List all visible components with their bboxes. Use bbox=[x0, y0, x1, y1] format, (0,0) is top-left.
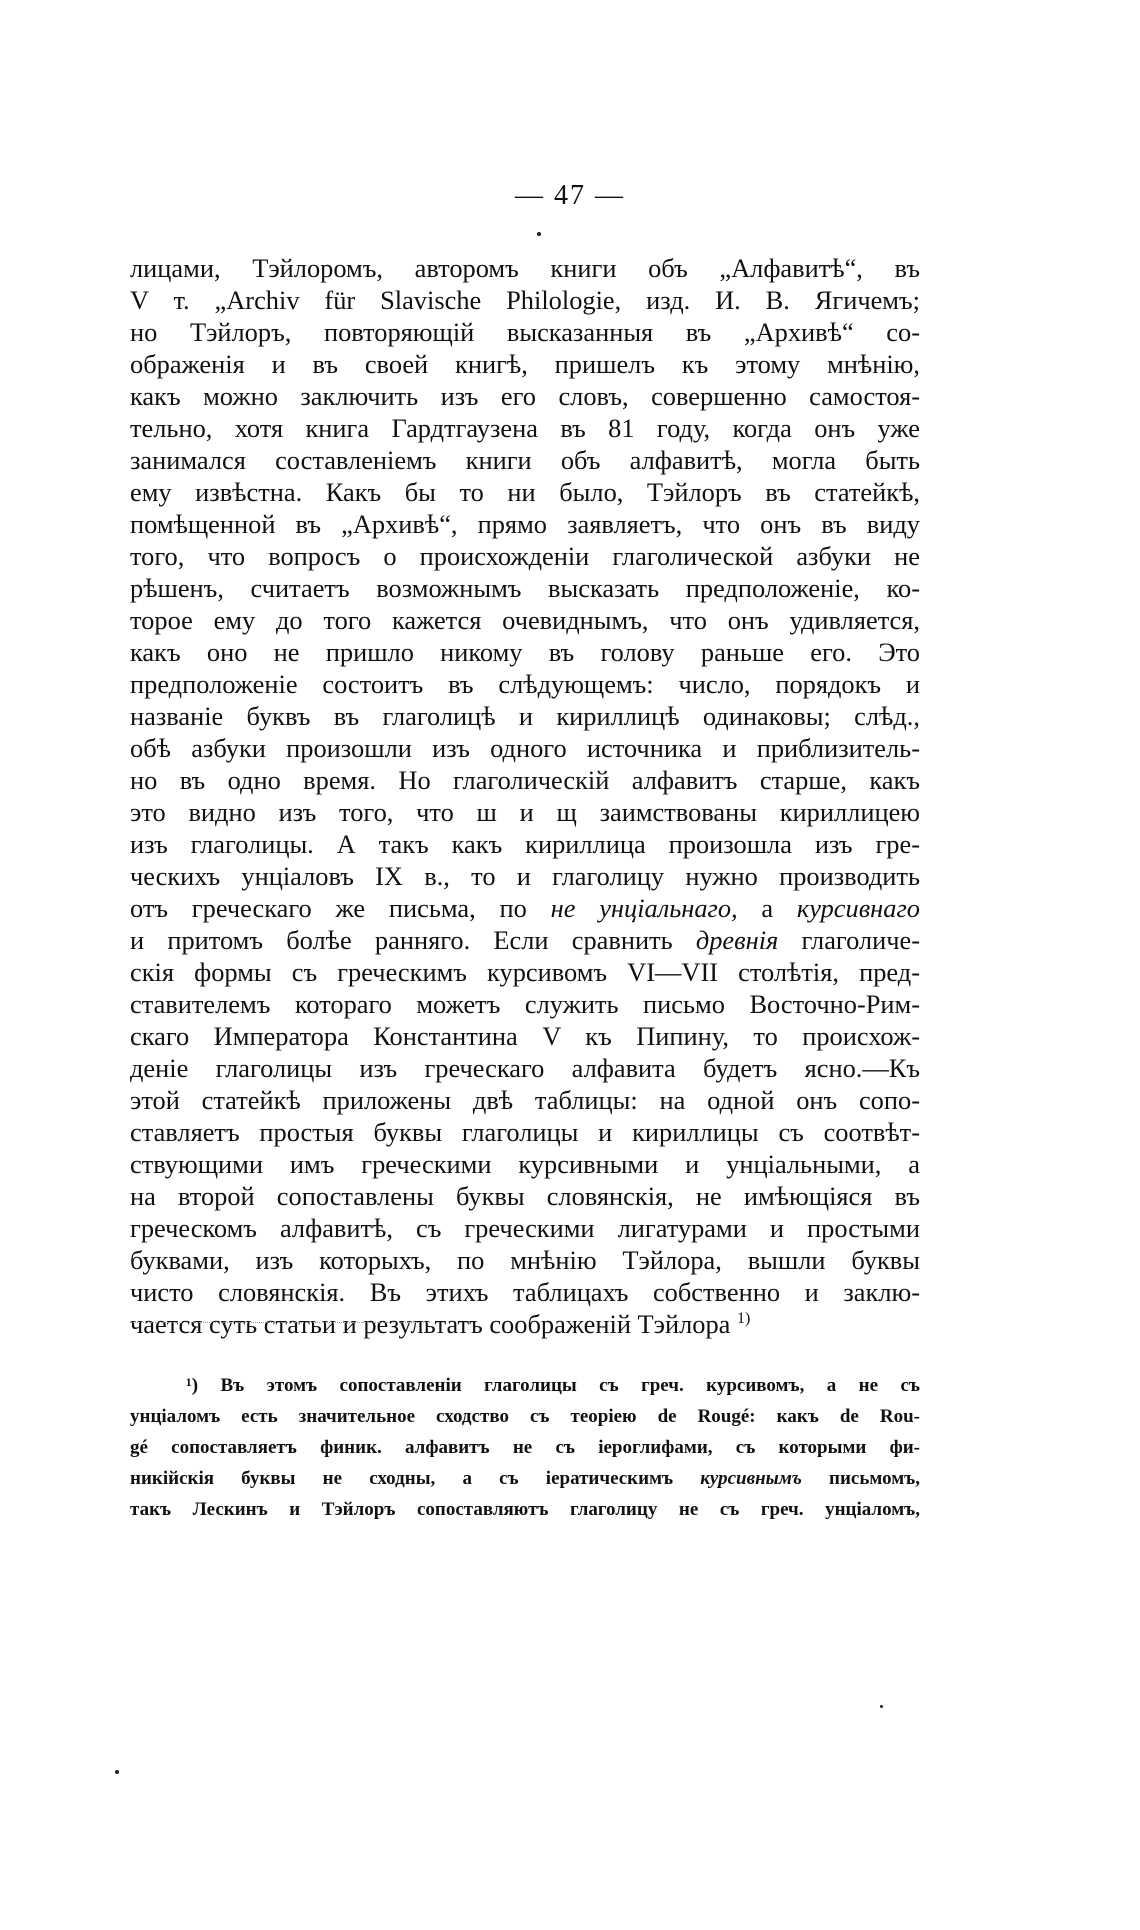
italic-phrase: курсивнымъ bbox=[700, 1468, 802, 1489]
text-line: но въ одно время. Но глаголическій алфавитъ старше, какъ bbox=[130, 765, 920, 795]
text-line: ему извѣстна. Какъ бы то ни было, Тэйлоръ въ статейкѣ, bbox=[130, 477, 920, 507]
text-line: предположеніе состоитъ въ слѣдующемъ: число, порядокъ и bbox=[130, 669, 920, 699]
footnote-line: никійскія буквы не сходны, а съ іератическимъ курсивнымъ письмомъ, bbox=[130, 1468, 920, 1489]
text-line: помѣщенной въ „Архивѣ“, прямо заявляетъ, что онъ въ виду bbox=[130, 509, 920, 539]
text-line: изъ глаголицы. А такъ какъ кириллица произошла изъ гре- bbox=[130, 829, 920, 859]
text-line: V т. „Archiv für Slavische Philologie, изд. И. В. Ягичемъ; bbox=[130, 285, 920, 315]
text-line: ствующими имъ греческими курсивными и унціальными, а bbox=[130, 1149, 920, 1179]
text-line: ставителемъ котораго можетъ служить письмо Восточно-Рим- bbox=[130, 989, 920, 1019]
text-line: ческихъ унціаловъ IX в., то и глаголицу нужно производить bbox=[130, 861, 920, 891]
text-line: названіе буквъ въ глаголицѣ и кириллицѣ одинаковы; слѣд., bbox=[130, 701, 920, 731]
text-line: занимался составленіемъ книги объ алфавитѣ, могла быть bbox=[130, 445, 920, 475]
footnote bbox=[130, 1370, 920, 1525]
italic-phrase: курсивнаго bbox=[796, 893, 920, 923]
text-line: этой статейкѣ приложены двѣ таблицы: на одной онъ сопо- bbox=[130, 1085, 920, 1115]
text-line: и притомъ болѣе ранняго. Если сравнить древнія глаголиче- bbox=[130, 925, 920, 955]
footnote-line: унціаломъ есть значительное сходство съ теоріею de Rougé: какъ de Rou- bbox=[130, 1406, 920, 1427]
text-line: скія формы съ греческимъ курсивомъ VI—VII столѣтія, пред- bbox=[130, 957, 920, 987]
text-line: какъ можно заключить изъ его словъ, совершенно самостоя- bbox=[130, 381, 920, 411]
ink-speck bbox=[880, 1705, 883, 1708]
text-line: рѣшенъ, считаетъ возможнымъ высказать предположеніе, ко- bbox=[130, 573, 920, 603]
text-line: отъ греческаго же письма, по не унціальнаго, а курсивнаго bbox=[130, 893, 920, 923]
ink-speck bbox=[115, 1770, 119, 1774]
footnote-reference: 1) bbox=[737, 1310, 751, 1328]
ink-speck bbox=[537, 232, 541, 236]
main-text bbox=[130, 252, 920, 1340]
footnote-line: ¹) Въ этомъ сопоставленіи глаголицы съ греч. курсивомъ, а не съ bbox=[186, 1375, 921, 1396]
text-line: лицами, Тэйлоромъ, авторомъ книги объ „Алфавитѣ“, въ bbox=[130, 253, 920, 283]
text-line: чается суть статьи и результатъ соображеній Тэйлора $^{1)}$ bbox=[130, 1309, 751, 1339]
text-line: чисто словянскія. Въ этихъ таблицахъ собственно и заклю- bbox=[130, 1277, 920, 1307]
italic-phrase: не унціальнаго, bbox=[550, 893, 738, 923]
text-line: буквами, изъ которыхъ, по мнѣнію Тэйлора, вышли буквы bbox=[130, 1245, 920, 1275]
text-line: деніе глаголицы изъ греческаго алфавита будетъ ясно.—Къ bbox=[130, 1053, 920, 1083]
footnote-line: gé сопоставляетъ финик. алфавитъ не съ іероглифами, съ которыми фи- bbox=[130, 1437, 920, 1458]
text-line: это видно изъ того, что ш и щ заимствованы кириллицею bbox=[130, 797, 920, 827]
italic-phrase: древнія bbox=[695, 925, 779, 955]
text-line: ставляетъ простыя буквы глаголицы и кириллицы съ соотвѣт- bbox=[130, 1117, 920, 1147]
text-line: какъ оно не пришло никому въ голову раньше его. Это bbox=[130, 637, 920, 667]
text-line: но Тэйлоръ, повторяющій высказанныя въ „Архивѣ“ со- bbox=[130, 317, 920, 347]
text-line: того, что вопросъ о происхожденіи глаголической азбуки не bbox=[130, 541, 920, 571]
footnote-line: такъ Лескинъ и Тэйлоръ сопоставляютъ глаголицу не съ греч. унціаломъ, bbox=[130, 1499, 920, 1520]
footnote-divider bbox=[130, 1322, 430, 1323]
text-line: тельно, хотя книга Гардтгаузена въ 81 году, когда онъ уже bbox=[130, 413, 920, 443]
page-number: — 47 — bbox=[515, 180, 625, 211]
footnote-marker: ¹) bbox=[186, 1375, 199, 1396]
text-line: обѣ азбуки произошли изъ одного источника и приблизитель- bbox=[130, 733, 920, 763]
text-line: скаго Императора Константина V къ Пипину, то происхож- bbox=[130, 1021, 920, 1051]
text-line: греческомъ алфавитѣ, съ греческими лигатурами и простыми bbox=[130, 1213, 920, 1243]
text-line: ображенія и въ своей книгѣ, пришелъ къ этому мнѣнію, bbox=[130, 349, 920, 379]
text-line: на второй сопоставлены буквы словянскія, не имѣющіяся въ bbox=[130, 1181, 920, 1211]
text-line: торое ему до того кажется очевиднымъ, что онъ удивляется, bbox=[130, 605, 920, 635]
